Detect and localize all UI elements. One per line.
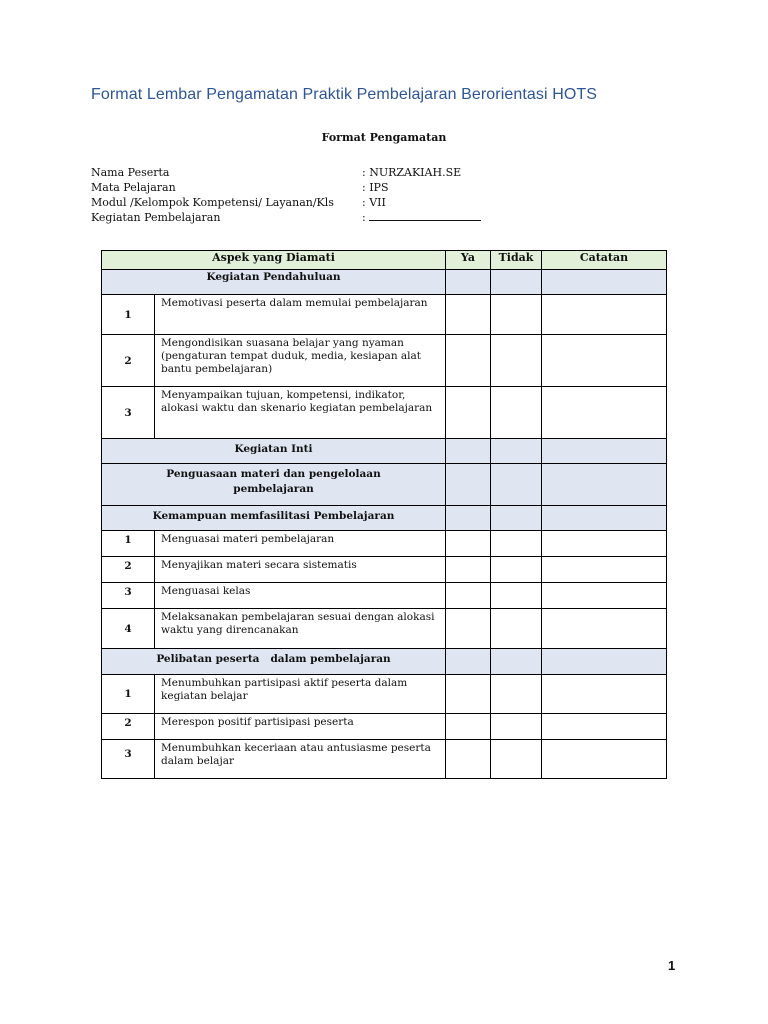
row-text: Menguasai materi pembelajaran	[155, 531, 446, 557]
header-aspek: Aspek yang Diamati	[102, 251, 446, 270]
cell-ya[interactable]	[446, 387, 491, 439]
cell-tidak[interactable]	[491, 583, 542, 609]
section-row	[102, 439, 667, 464]
row-text: Mengondisikan suasana belajar yang nyaman (pengaturan tempat duduk, media, kesiapan alat bantu pembelajaran)	[155, 335, 446, 387]
table-row	[102, 583, 667, 609]
cell-tidak[interactable]	[491, 609, 542, 649]
row-number: 1	[102, 675, 155, 714]
cell-ya[interactable]	[446, 295, 491, 335]
page-number: 1	[668, 958, 676, 973]
row-text: Menguasai kelas	[155, 583, 446, 609]
cell-catatan[interactable]	[542, 675, 667, 714]
table-row	[102, 335, 667, 387]
row-number: 2	[102, 714, 155, 740]
cell-catatan[interactable]	[542, 387, 667, 439]
section-pelibatan: Pelibatan peserta dalam pembelajaran	[102, 649, 446, 675]
table-row	[102, 387, 667, 439]
cell-ya[interactable]	[446, 740, 491, 779]
participant-info	[91, 165, 481, 225]
info-value: : VII	[362, 196, 386, 209]
row-text: Memotivasi peserta dalam memulai pembelajaran	[155, 295, 446, 335]
info-label: Mata Pelajaran	[91, 181, 176, 194]
info-label: Nama Peserta	[91, 166, 170, 179]
cell-catatan[interactable]	[542, 464, 667, 506]
cell-catatan[interactable]	[542, 531, 667, 557]
cell-ya[interactable]	[446, 609, 491, 649]
cell-ya[interactable]	[446, 649, 491, 675]
info-value: :	[362, 211, 366, 224]
table-row	[102, 295, 667, 335]
table-row	[102, 714, 667, 740]
cell-tidak[interactable]	[491, 464, 542, 506]
row-number: 3	[102, 740, 155, 779]
cell-catatan[interactable]	[542, 609, 667, 649]
section-row	[102, 649, 667, 675]
document-title: Format Lembar Pengamatan Praktik Pembelajaran Berorientasi HOTS	[91, 86, 598, 103]
section-kemampuan: Kemampuan memfasilitasi Pembelajaran	[102, 506, 446, 531]
row-number: 1	[102, 295, 155, 335]
info-row-mapel	[91, 180, 481, 195]
form-subtitle: Format Pengamatan	[321, 131, 447, 144]
section-row	[102, 464, 667, 506]
row-number: 3	[102, 583, 155, 609]
header-catatan: Catatan	[542, 251, 667, 270]
row-number: 4	[102, 609, 155, 649]
cell-tidak[interactable]	[491, 387, 542, 439]
cell-tidak[interactable]	[491, 649, 542, 675]
row-text: Menumbuhkan keceriaan atau antusiasme peserta dalam belajar	[155, 740, 446, 779]
row-number: 3	[102, 387, 155, 439]
info-value: : IPS	[362, 181, 389, 194]
table-row	[102, 740, 667, 779]
cell-ya[interactable]	[446, 335, 491, 387]
cell-ya[interactable]	[446, 531, 491, 557]
observation-table	[101, 250, 667, 779]
cell-tidak[interactable]	[491, 531, 542, 557]
cell-tidak[interactable]	[491, 714, 542, 740]
row-text: Merespon positif partisipasi peserta	[155, 714, 446, 740]
cell-catatan[interactable]	[542, 439, 667, 464]
table-row	[102, 531, 667, 557]
row-number: 2	[102, 335, 155, 387]
cell-ya[interactable]	[446, 675, 491, 714]
cell-catatan[interactable]	[542, 714, 667, 740]
cell-tidak[interactable]	[491, 557, 542, 583]
section-penguasaan: Penguasaan materi dan pengelolaan pembelajaran	[102, 464, 446, 506]
cell-catatan[interactable]	[542, 740, 667, 779]
cell-tidak[interactable]	[491, 439, 542, 464]
row-number: 1	[102, 531, 155, 557]
table-row	[102, 557, 667, 583]
table-header-row	[102, 251, 667, 270]
cell-catatan[interactable]	[542, 506, 667, 531]
info-row-kegiatan	[91, 210, 481, 225]
cell-ya[interactable]	[446, 583, 491, 609]
cell-tidak[interactable]	[491, 335, 542, 387]
cell-ya[interactable]	[446, 270, 491, 295]
info-row-nama	[91, 165, 481, 180]
blank-fill-line	[369, 211, 481, 221]
row-text: Menyampaikan tujuan, kompetensi, indikator, alokasi waktu dan skenario kegiatan pembelajaran	[155, 387, 446, 439]
cell-catatan[interactable]	[542, 649, 667, 675]
cell-catatan[interactable]	[542, 557, 667, 583]
info-value: : NURZAKIAH.SE	[362, 166, 462, 179]
info-label: Modul /Kelompok Kompetensi/ Layanan/Kls	[91, 196, 334, 209]
table-row	[102, 675, 667, 714]
cell-tidak[interactable]	[491, 675, 542, 714]
section-inti: Kegiatan Inti	[102, 439, 446, 464]
cell-tidak[interactable]	[491, 295, 542, 335]
cell-catatan[interactable]	[542, 583, 667, 609]
cell-ya[interactable]	[446, 439, 491, 464]
cell-catatan[interactable]	[542, 335, 667, 387]
table-row	[102, 609, 667, 649]
cell-tidak[interactable]	[491, 740, 542, 779]
cell-ya[interactable]	[446, 506, 491, 531]
section-row	[102, 506, 667, 531]
cell-catatan[interactable]	[542, 270, 667, 295]
cell-catatan[interactable]	[542, 295, 667, 335]
cell-tidak[interactable]	[491, 270, 542, 295]
row-text: Menyajikan materi secara sistematis	[155, 557, 446, 583]
cell-ya[interactable]	[446, 714, 491, 740]
cell-ya[interactable]	[446, 464, 491, 506]
header-ya: Ya	[446, 251, 491, 270]
info-label: Kegiatan Pembelajaran	[91, 211, 221, 224]
header-tidak: Tidak	[491, 251, 542, 270]
cell-ya[interactable]	[446, 557, 491, 583]
section-row	[102, 270, 667, 295]
section-pendahuluan: Kegiatan Pendahuluan	[102, 270, 446, 295]
info-row-modul	[91, 195, 481, 210]
row-text: Menumbuhkan partisipasi aktif peserta dalam kegiatan belajar	[155, 675, 446, 714]
row-number: 2	[102, 557, 155, 583]
row-text: Melaksanakan pembelajaran sesuai dengan alokasi waktu yang direncanakan	[155, 609, 446, 649]
cell-tidak[interactable]	[491, 506, 542, 531]
